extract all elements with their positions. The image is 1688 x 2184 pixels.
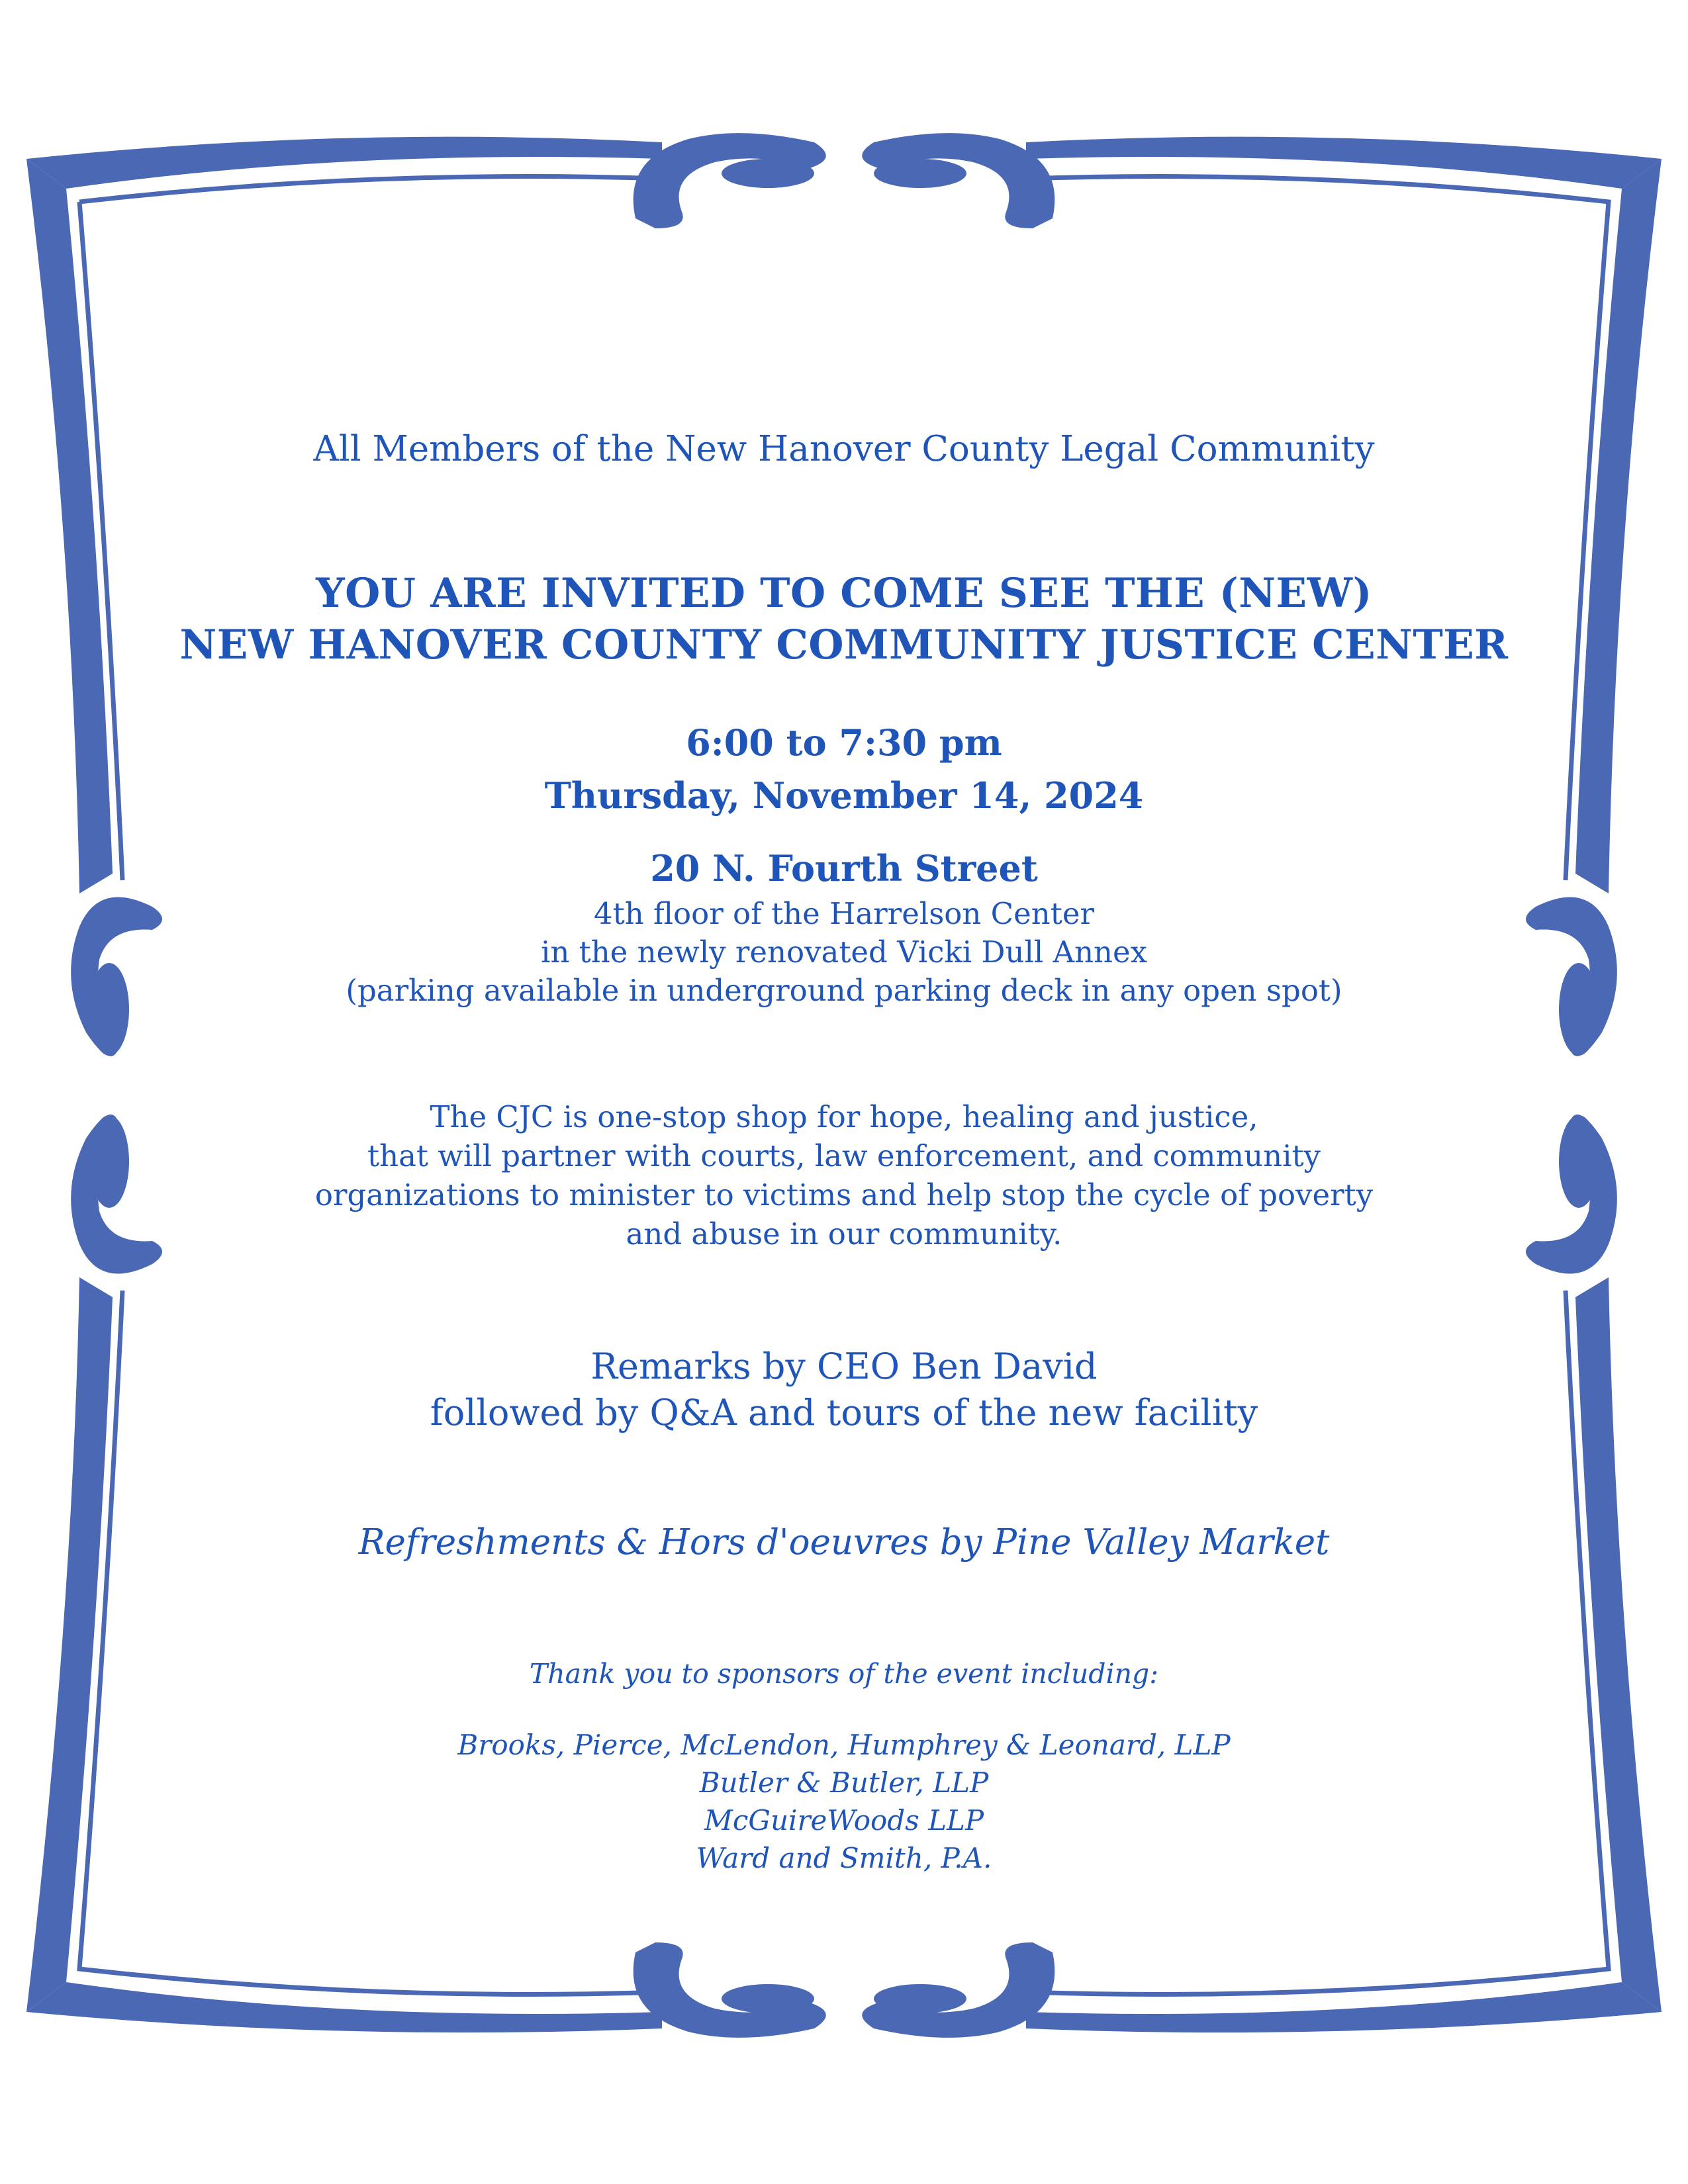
sponsor-item: Ward and Smith, P.A.	[696, 1842, 992, 1874]
sponsor-item: Brooks, Pierce, McLendon, Humphrey & Leonard, LLP	[457, 1729, 1231, 1761]
border-right-lower	[1575, 1277, 1662, 2012]
ornament-top-left-bud	[722, 159, 814, 188]
event-location-details	[165, 895, 1523, 1010]
ornament-top-right-bud	[874, 159, 966, 188]
about-line: that will partner with courts, law enforcement, and community	[367, 1138, 1321, 1173]
ornament-bottom-left-bud	[722, 1984, 814, 2013]
event-date: Thursday, November 14, 2024	[544, 774, 1144, 817]
location-line: 4th floor of the Harrelson Center	[594, 896, 1094, 931]
about-line: and abuse in our community.	[626, 1216, 1062, 1251]
ornament-left-lower-bud	[89, 1115, 129, 1208]
sponsor-list	[165, 1726, 1523, 1877]
border-left-lower	[26, 1277, 113, 2012]
about-line: organizations to minister to victims and help stop the cycle of poverty	[314, 1177, 1374, 1212]
event-time: 6:00 to 7:30 pm	[686, 721, 1002, 764]
sponsor-item: Butler & Butler, LLP	[699, 1766, 989, 1799]
about-cjc	[165, 1097, 1523, 1253]
invitation-headline	[165, 568, 1523, 671]
remarks-line: followed by Q&A and tours of the new facility	[430, 1392, 1258, 1433]
headline-line-1: YOU ARE INVITED TO COME SEE THE (NEW)	[316, 570, 1372, 617]
event-when	[165, 716, 1523, 822]
about-line: The CJC is one-stop shop for hope, healing and justice,	[430, 1099, 1258, 1134]
ornament-right-lower-bud	[1559, 1115, 1599, 1208]
location-line: (parking available in underground parking deck in any open spot)	[346, 973, 1342, 1008]
ornament-left-upper-bud	[89, 963, 129, 1056]
location-line: in the newly renovated Vicki Dull Annex	[540, 934, 1148, 970]
sponsor-thanks: Thank you to sponsors of the event including:	[529, 1658, 1159, 1690]
ornament-right-upper-bud	[1559, 963, 1599, 1056]
sponsor-item: McGuireWoods LLP	[704, 1804, 984, 1837]
headline-line-2: NEW HANOVER COUNTY COMMUNITY JUSTICE CENTER	[179, 621, 1509, 668]
audience-line: All Members of the New Hanover County Legal Community	[313, 429, 1375, 469]
remarks	[165, 1343, 1523, 1436]
refreshments: Refreshments & Hors d'oeuvres by Pine Valley Market	[358, 1522, 1330, 1563]
remarks-line: Remarks by CEO Ben David	[590, 1345, 1098, 1387]
border-right-upper	[1575, 159, 1662, 893]
ornament-bottom-right-bud	[874, 1984, 966, 2013]
event-address: 20 N. Fourth Street	[650, 847, 1038, 889]
border-left-upper	[26, 159, 113, 893]
